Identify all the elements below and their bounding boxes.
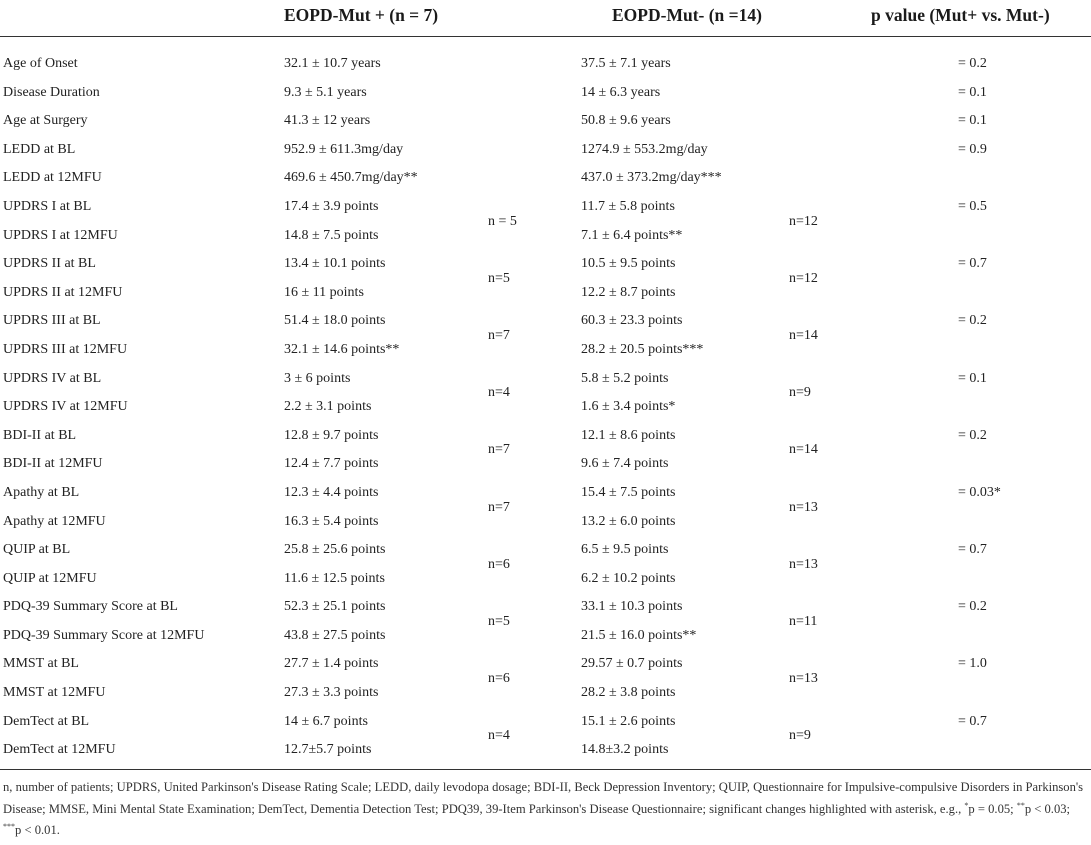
table-row xyxy=(0,736,1091,765)
n-mut-plus: n=7 xyxy=(488,442,510,458)
mut-minus-value: 1.6 ± 3.4 points* xyxy=(581,399,676,415)
table-bottom-rule xyxy=(0,769,1091,770)
mut-minus-value: 21.5 ± 16.0 points** xyxy=(581,627,697,643)
table-row xyxy=(0,107,1091,136)
mut-minus-value: 60.3 ± 23.3 points xyxy=(581,313,683,329)
mut-plus-value: 17.4 ± 3.9 points xyxy=(284,198,379,214)
mut-minus-value: 14.8±3.2 points xyxy=(581,742,669,758)
mut-plus-value: 14 ± 6.7 points xyxy=(284,713,368,729)
row-label: UPDRS I at BL xyxy=(3,198,92,214)
n-mut-minus: n=9 xyxy=(789,728,811,744)
table-row xyxy=(0,679,1091,708)
row-label: MMST at BL xyxy=(3,656,79,672)
row-label: QUIP at 12MFU xyxy=(3,570,97,586)
mut-minus-value: 37.5 ± 7.1 years xyxy=(581,56,671,71)
mut-minus-value: 11.7 ± 5.8 points xyxy=(581,198,675,214)
mut-minus-value: 13.2 ± 6.0 points xyxy=(581,513,676,529)
footnote-sig2-text: p < 0.03; xyxy=(1024,801,1071,816)
row-label: UPDRS IV at 12MFU xyxy=(3,399,128,415)
mut-minus-value: 50.8 ± 9.6 years xyxy=(581,113,671,129)
mut-minus-value: 10.5 ± 9.5 points xyxy=(581,256,676,272)
row-label: PDQ-39 Summary Score at 12MFU xyxy=(3,627,205,643)
table-row xyxy=(0,307,1091,336)
p-value: = 0.2 xyxy=(958,313,987,329)
mut-minus-value: 29.57 ± 0.7 points xyxy=(581,656,683,672)
n-mut-plus: n=6 xyxy=(488,671,510,687)
table-row xyxy=(0,50,1091,79)
row-label: UPDRS IV at BL xyxy=(3,370,102,386)
p-value: = 0.9 xyxy=(958,141,987,157)
mut-plus-value: 16 ± 11 points xyxy=(284,284,364,300)
mut-plus-value: 16.3 ± 5.4 points xyxy=(284,513,379,529)
mut-plus-value: 469.6 ± 450.7mg/day** xyxy=(284,170,418,186)
n-mut-minus: n=13 xyxy=(789,671,818,687)
mut-minus-value: 5.8 ± 5.2 points xyxy=(581,370,669,386)
row-label: MMST at 12MFU xyxy=(3,685,106,701)
row-label: QUIP at BL xyxy=(3,542,71,558)
table-row xyxy=(0,393,1091,422)
header-mut-plus: EOPD-Mut + (n = 7) xyxy=(284,5,439,25)
p-value: = 1.0 xyxy=(958,656,987,672)
row-label: BDI-II at 12MFU xyxy=(3,456,103,472)
n-mut-minus: n=12 xyxy=(789,270,818,286)
mut-plus-value: 12.4 ± 7.7 points xyxy=(284,456,379,472)
n-mut-plus: n=7 xyxy=(488,499,510,515)
p-value: = 0.1 xyxy=(958,84,987,100)
table-row xyxy=(0,164,1091,193)
row-label: BDI-II at BL xyxy=(3,427,77,443)
footnote-sig1-text: p = 0.05; xyxy=(968,801,1014,816)
table-row xyxy=(0,650,1091,679)
p-value: = 0.2 xyxy=(958,56,987,71)
table-footnote xyxy=(3,777,1087,842)
mut-plus-value: 12.8 ± 9.7 points xyxy=(284,427,379,443)
mut-plus-value: 3 ± 6 points xyxy=(284,370,351,386)
footnote-sig3-mark: *** xyxy=(3,821,15,831)
n-mut-plus: n=4 xyxy=(488,728,510,744)
table-row xyxy=(0,565,1091,594)
table-row xyxy=(0,536,1091,565)
mut-plus-value: 32.1 ± 10.7 years xyxy=(284,56,381,71)
mut-minus-value: 437.0 ± 373.2mg/day*** xyxy=(581,170,722,186)
n-mut-minus: n=13 xyxy=(789,499,818,515)
mut-plus-value: 52.3 ± 25.1 points xyxy=(284,599,386,615)
table-row xyxy=(0,622,1091,651)
mut-minus-value: 28.2 ± 20.5 points*** xyxy=(581,341,704,357)
n-mut-minus: n=14 xyxy=(789,442,818,458)
mut-plus-value: 32.1 ± 14.6 points** xyxy=(284,341,400,357)
mut-minus-value: 15.4 ± 7.5 points xyxy=(581,484,676,500)
mut-plus-value: 13.4 ± 10.1 points xyxy=(284,256,386,272)
footnote-sig3-text: p < 0.01. xyxy=(15,823,60,837)
row-label: DemTect at BL xyxy=(3,713,90,729)
mut-plus-value: 51.4 ± 18.0 points xyxy=(284,313,386,329)
p-value: = 0.5 xyxy=(958,198,987,214)
row-label: Age at Surgery xyxy=(3,113,88,129)
table-row xyxy=(0,479,1091,508)
row-label: UPDRS II at BL xyxy=(3,256,96,272)
p-value: = 0.7 xyxy=(958,713,987,729)
mut-minus-value: 12.2 ± 8.7 points xyxy=(581,284,676,300)
n-mut-plus: n=5 xyxy=(488,614,510,629)
mut-plus-value: 11.6 ± 12.5 points xyxy=(284,570,385,586)
n-mut-minus: n=11 xyxy=(789,614,818,629)
table-row xyxy=(0,708,1091,737)
table-row xyxy=(0,336,1091,365)
n-mut-minus: n=12 xyxy=(789,213,818,229)
table-row xyxy=(0,136,1091,165)
mut-minus-value: 14 ± 6.3 years xyxy=(581,84,661,100)
mut-minus-value: 1274.9 ± 553.2mg/day xyxy=(581,141,708,157)
mut-minus-value: 7.1 ± 6.4 points** xyxy=(581,227,683,243)
mut-minus-value: 33.1 ± 10.3 points xyxy=(581,599,683,615)
n-mut-minus: n=13 xyxy=(789,556,818,572)
mut-plus-value: 952.9 ± 611.3mg/day xyxy=(284,141,404,157)
table-row xyxy=(0,365,1091,394)
n-mut-plus: n=7 xyxy=(488,328,510,343)
mut-minus-value: 9.6 ± 7.4 points xyxy=(581,456,669,472)
row-label: UPDRS III at 12MFU xyxy=(3,341,128,357)
n-mut-plus: n=5 xyxy=(488,270,510,286)
footnote-sig2-mark: ** xyxy=(1016,800,1025,810)
footnote-sig1-mark: * xyxy=(964,800,969,810)
row-label: LEDD at 12MFU xyxy=(3,170,102,186)
table-row xyxy=(0,508,1091,537)
mut-minus-value: 6.2 ± 10.2 points xyxy=(581,570,676,586)
table-row xyxy=(0,450,1091,479)
table-row xyxy=(0,250,1091,279)
n-mut-minus: n=14 xyxy=(789,328,818,343)
mut-plus-value: 41.3 ± 12 years xyxy=(284,113,371,129)
mut-plus-value: 9.3 ± 5.1 years xyxy=(284,84,367,100)
p-value: = 0.03* xyxy=(958,484,1001,500)
n-mut-plus: n=6 xyxy=(488,556,510,572)
footnote-text: n, number of patients; UPDRS, United Parkinson's Disease Rating Scale; LEDD, daily levodopa dosage; BDI-II, Beck Depression Inventory; QUIP, Questionnaire for Impulsive-compulsive Disorders in Parkinson's Disease; MMSE, Mini Mental State Examination; DemTect, Dementia Detection Test; PDQ39, 39-Item Parkinson's Disease Questionnaire; significant changes highlighted with asterisk, e.g., xyxy=(3,780,1084,816)
data-table xyxy=(0,50,1091,765)
table-row xyxy=(0,193,1091,222)
row-label: Age of Onset xyxy=(3,56,78,71)
mut-minus-value: 6.5 ± 9.5 points xyxy=(581,542,669,558)
p-value: = 0.2 xyxy=(958,427,987,443)
row-label: Apathy at BL xyxy=(3,484,80,500)
row-label: UPDRS III at BL xyxy=(3,313,101,329)
mut-plus-value: 27.7 ± 1.4 points xyxy=(284,656,379,672)
mut-plus-value: 27.3 ± 3.3 points xyxy=(284,685,379,701)
row-label: UPDRS I at 12MFU xyxy=(3,227,118,243)
table-row xyxy=(0,279,1091,308)
mut-plus-value: 2.2 ± 3.1 points xyxy=(284,399,372,415)
table-row xyxy=(0,422,1091,451)
row-label: Disease Duration xyxy=(3,84,100,100)
p-value: = 0.7 xyxy=(958,256,987,272)
mut-plus-value: 14.8 ± 7.5 points xyxy=(284,227,379,243)
mut-plus-value: 25.8 ± 25.6 points xyxy=(284,542,386,558)
mut-plus-value: 43.8 ± 27.5 points xyxy=(284,627,386,643)
row-label: UPDRS II at 12MFU xyxy=(3,284,123,300)
p-value: = 0.1 xyxy=(958,113,987,129)
header-p-value: p value (Mut+ vs. Mut-) xyxy=(871,5,1050,25)
row-label: DemTect at 12MFU xyxy=(3,742,116,758)
n-mut-plus: n = 5 xyxy=(488,213,517,229)
mut-minus-value: 15.1 ± 2.6 points xyxy=(581,713,676,729)
table-header xyxy=(0,0,1091,37)
row-label: PDQ-39 Summary Score at BL xyxy=(3,599,178,615)
table-row xyxy=(0,222,1091,251)
row-label: LEDD at BL xyxy=(3,141,76,157)
p-value: = 0.2 xyxy=(958,599,987,615)
mut-plus-value: 12.3 ± 4.4 points xyxy=(284,484,379,500)
row-label: Apathy at 12MFU xyxy=(3,513,106,529)
p-value: = 0.7 xyxy=(958,542,987,558)
header-mut-minus: EOPD-Mut- (n =14) xyxy=(612,5,762,25)
table-row xyxy=(0,593,1091,622)
mut-minus-value: 12.1 ± 8.6 points xyxy=(581,427,676,443)
n-mut-minus: n=9 xyxy=(789,385,811,401)
p-value: = 0.1 xyxy=(958,370,987,386)
n-mut-plus: n=4 xyxy=(488,385,510,401)
mut-minus-value: 28.2 ± 3.8 points xyxy=(581,685,676,701)
mut-plus-value: 12.7±5.7 points xyxy=(284,742,372,758)
table-row xyxy=(0,79,1091,108)
